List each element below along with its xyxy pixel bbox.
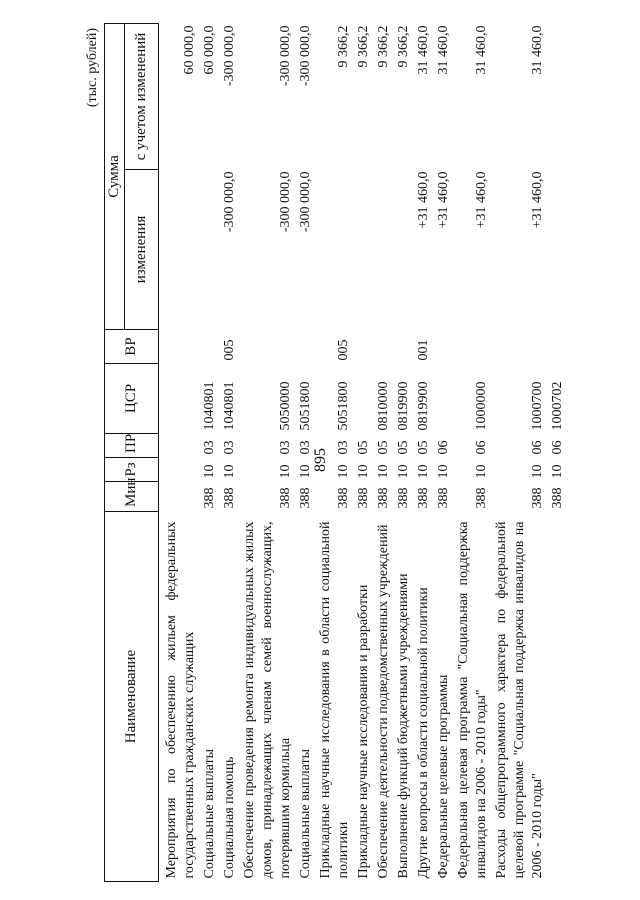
cell-rz: 10: [376, 464, 391, 479]
cell-csr: [159, 364, 201, 434]
cell-vr: [354, 330, 374, 364]
table-row: [414, 23, 434, 881]
cell-izm: -300 000,0: [298, 171, 313, 233]
cell-pr: 03: [278, 440, 293, 455]
cell-rz: 10: [278, 464, 293, 479]
cell-vr: [200, 330, 220, 364]
cell-total: 31 460,0: [474, 25, 489, 75]
cell-total: 60 000,0: [182, 25, 197, 75]
cell-min: [159, 482, 201, 512]
cell-rz: 10: [416, 464, 431, 479]
cell-pr: 05: [356, 440, 371, 455]
table-row: [296, 23, 316, 881]
cell-rz: 10: [550, 464, 565, 479]
cell-csr: 1000700: [530, 381, 545, 431]
cell-name: Выполнение функций бюджетными учреждениями: [396, 573, 411, 879]
cell-pr: 05: [376, 440, 391, 455]
table-row: [394, 23, 414, 881]
cell-vr: [492, 330, 548, 364]
table-row: [354, 23, 374, 881]
cell-csr: 1040801: [222, 381, 237, 431]
cell-vr: 005: [222, 339, 237, 361]
cell-name: Социальные выплаты: [202, 748, 217, 879]
cell-name: Расходы общепрограммного характера по федеральной целевой программе "Социальная поддержка инвалидов на 2006 - 2010 годы": [494, 521, 545, 879]
header-csr: ЦСР: [105, 364, 159, 434]
cell-csr: 0810000: [376, 381, 391, 431]
cell-izm: -300 000,0: [222, 171, 237, 233]
cell-pr: 05: [416, 440, 431, 455]
cell-rz: 10: [336, 464, 351, 479]
table-row: [454, 23, 492, 881]
cell-rz: 10: [222, 464, 237, 479]
cell-min: 388: [474, 487, 489, 509]
cell-rz: 10: [474, 464, 489, 479]
cell-min: 388: [416, 487, 431, 509]
cell-min: 388: [530, 487, 545, 509]
table-row: [492, 23, 548, 881]
cell-vr: [296, 330, 316, 364]
header-min: Мин: [105, 482, 159, 512]
cell-izm: [394, 170, 414, 330]
header-with-changes: с учетом изменений: [125, 23, 159, 169]
cell-csr: 1000000: [474, 381, 489, 431]
cell-vr: 005: [336, 339, 351, 361]
cell-pr: 06: [550, 440, 565, 455]
cell-csr: [434, 364, 454, 434]
cell-name: Обеспечение деятельности подведомственных учреждений: [376, 524, 391, 879]
cell-vr: [159, 330, 201, 364]
cell-csr: 5051800: [336, 381, 351, 431]
cell-vr: [240, 330, 296, 364]
cell-pr: 03: [298, 440, 313, 455]
table-row: [316, 23, 354, 881]
cell-total: 31 460,0: [436, 25, 451, 75]
cell-total: 9 366,2: [336, 25, 351, 68]
cell-vr: [374, 330, 394, 364]
table-row: [548, 23, 568, 881]
cell-min: 388: [356, 487, 371, 509]
cell-vr: [548, 330, 568, 364]
table-row: [240, 23, 296, 881]
cell-rz: 10: [298, 464, 313, 479]
cell-csr: 5051800: [298, 381, 313, 431]
cell-rz: 10: [530, 464, 545, 479]
cell-vr: [454, 330, 492, 364]
cell-csr: 0819900: [396, 381, 411, 431]
cell-izm: +31 460,0: [474, 171, 489, 229]
cell-pr: 06: [530, 440, 545, 455]
cell-csr: 0819900: [416, 381, 431, 431]
cell-csr: 1000702: [550, 381, 565, 431]
cell-total: -300 000,0: [298, 25, 313, 87]
cell-name: [548, 512, 568, 882]
cell-vr: [434, 330, 454, 364]
cell-rz: 10: [202, 464, 217, 479]
cell-izm: [548, 170, 568, 330]
cell-pr: 05: [396, 440, 411, 455]
cell-pr: 06: [436, 440, 451, 455]
cell-total: 9 366,2: [396, 25, 411, 68]
cell-name: Федеральная целевая программа "Социальная поддержка инвалидов на 2006 - 2010 годы": [456, 521, 489, 879]
cell-rz: [159, 458, 201, 482]
cell-pr: 03: [222, 440, 237, 455]
cell-name: Обеспечение проведения ремонта индивидуальных жилых домов, принадлежащих членам семей военнослужащих, потерявшим кормильца: [242, 521, 293, 879]
cell-izm: [374, 170, 394, 330]
cell-min: 388: [376, 487, 391, 509]
cell-pr: 03: [202, 440, 217, 455]
table-row: [159, 23, 201, 881]
header-vr: ВР: [105, 330, 159, 364]
cell-pr: 03: [336, 440, 351, 455]
table-row: [200, 23, 220, 881]
cell-name: Другие вопросы в области социальной политики: [416, 587, 431, 879]
cell-vr: [394, 330, 414, 364]
cell-total: -300 000,0: [278, 25, 293, 87]
cell-name: Мероприятия по обеспечению жильем федеральных государственных гражданских служащих: [164, 521, 197, 879]
cell-total: 31 460,0: [530, 25, 545, 75]
cell-izm: [200, 170, 220, 330]
cell-total: -300 000,0: [222, 25, 237, 87]
table-row: [434, 23, 454, 881]
cell-name: Прикладные научные исследования и разработки: [356, 584, 371, 879]
cell-name: Прикладные научные исследования в области социальной политики: [318, 521, 351, 879]
header-rz: Рз: [105, 458, 159, 482]
cell-name: Федеральные целевые программы: [436, 674, 451, 879]
cell-total: [548, 23, 568, 169]
page-number: 895: [312, 448, 329, 472]
cell-min: 388: [550, 487, 565, 509]
cell-min: 388: [222, 487, 237, 509]
cell-min: 388: [436, 487, 451, 509]
cell-csr: 5050000: [278, 381, 293, 431]
table-row: [374, 23, 394, 881]
header-summa: Сумма: [105, 23, 125, 329]
cell-rz: 10: [396, 464, 411, 479]
cell-total: 9 366,2: [376, 25, 391, 68]
cell-pr: [159, 434, 201, 458]
cell-izm: [316, 170, 354, 330]
cell-rz: 10: [436, 464, 451, 479]
cell-min: 388: [298, 487, 313, 509]
table-row: [220, 23, 240, 881]
header-name: Наименование: [105, 512, 159, 882]
cell-total: 31 460,0: [416, 25, 431, 75]
cell-izm: +31 460,0: [436, 171, 451, 229]
cell-vr: 001: [416, 339, 431, 361]
cell-izm: +31 460,0: [530, 171, 545, 229]
cell-min: 388: [202, 487, 217, 509]
header-pr: ПР: [105, 434, 159, 458]
cell-total: 60 000,0: [202, 25, 217, 75]
header-izm: изменения: [125, 170, 159, 330]
cell-min: 388: [278, 487, 293, 509]
cell-csr: 1040801: [202, 381, 217, 431]
cell-name: Социальные выплаты: [298, 748, 313, 879]
cell-total: 9 366,2: [356, 25, 371, 68]
budget-table: [104, 23, 568, 882]
cell-izm: [354, 170, 374, 330]
cell-min: 388: [396, 487, 411, 509]
cell-rz: 10: [356, 464, 371, 479]
cell-min: 388: [336, 487, 351, 509]
cell-izm: -300 000,0: [278, 171, 293, 233]
cell-izm: [159, 170, 201, 330]
cell-name: Социальная помощь: [222, 756, 237, 879]
cell-izm: +31 460,0: [416, 171, 431, 229]
cell-pr: 06: [474, 440, 489, 455]
cell-csr: [354, 364, 374, 434]
budget-table-container: [82, 22, 602, 882]
units-note: (тыс. рублей): [85, 28, 100, 108]
